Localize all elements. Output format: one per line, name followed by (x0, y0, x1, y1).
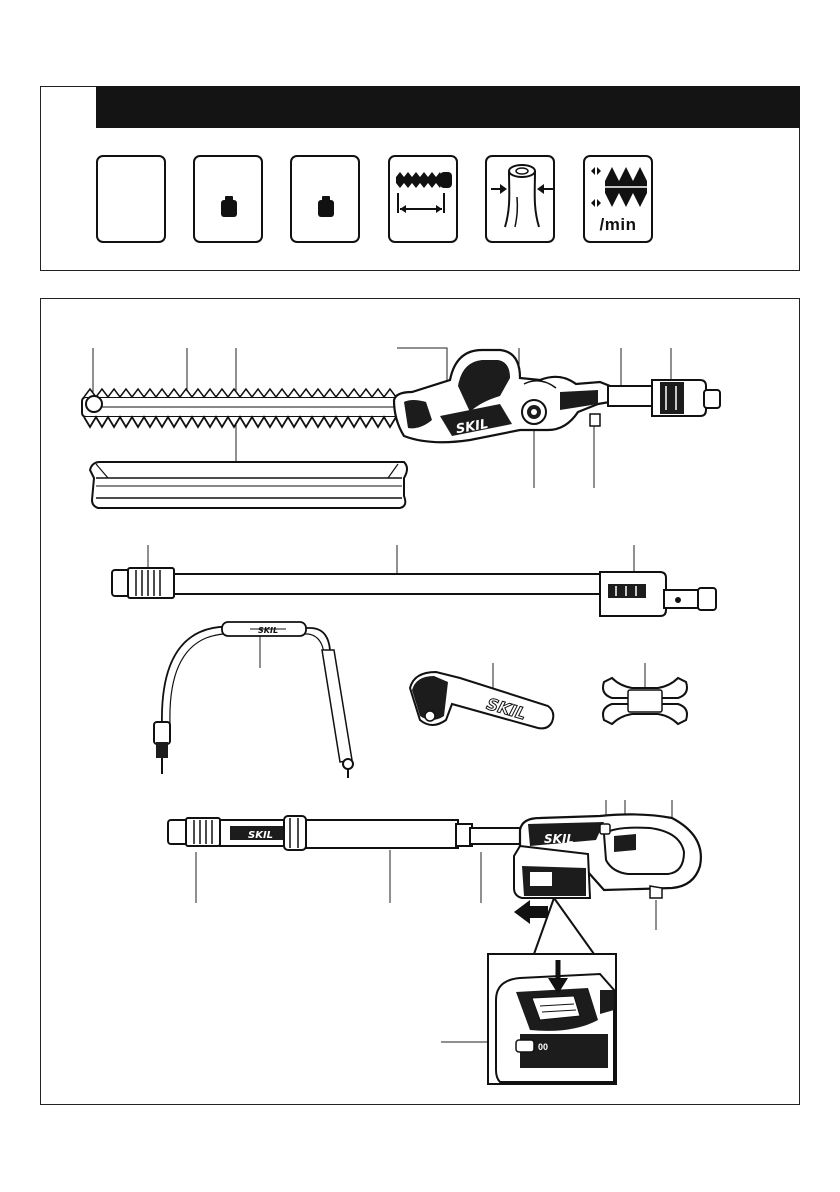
trimmer-head-coupler (608, 380, 720, 416)
tool-logo: SKIL (484, 694, 529, 724)
blade-cover (90, 462, 407, 508)
shoulder-strap (154, 622, 353, 778)
strap-logo: SKIL (258, 626, 279, 635)
trimmer-head-logo: SKIL (454, 416, 490, 438)
power-unit-shaft (168, 816, 526, 850)
speed-unit-label: /min (599, 215, 637, 234)
power-unit-handle (514, 814, 701, 898)
trimmer-head-housing (394, 350, 610, 442)
battery-slide-arrow-icon (514, 898, 594, 954)
battery-detail-inset (488, 954, 616, 1084)
hedge-blade (82, 389, 402, 427)
adjustment-tool (410, 672, 553, 728)
shaft-logo: SKIL (248, 830, 274, 841)
handle-logo: SKIL (544, 832, 575, 846)
extension-shaft (112, 568, 716, 616)
battery-charge-indicator: 00 (538, 1042, 549, 1052)
leader-lines (93, 348, 672, 1042)
